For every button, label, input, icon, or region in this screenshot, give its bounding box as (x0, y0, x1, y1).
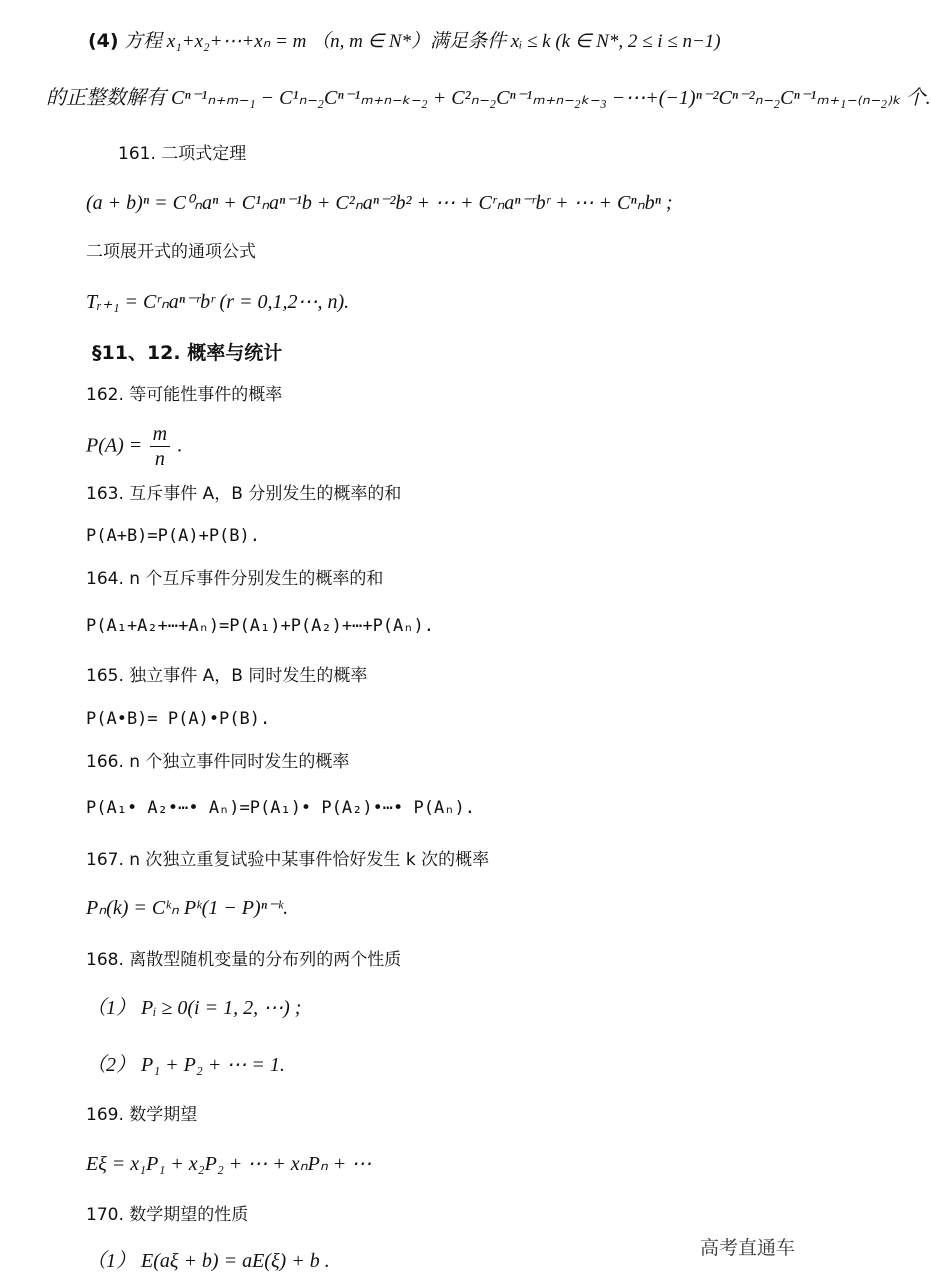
item-4-condition (88, 30, 721, 54)
formula-170-property-1: （1） E(aξ + b) = aE(ξ) + b . (86, 1250, 330, 1272)
formula-161-general-term: Tᵣ₊₁ = Cʳₙaⁿ⁻ʳbʳ (r = 0,1,2⋯, n). (86, 291, 350, 313)
heading-161-general-term: 二项展开式的通项公式 (86, 242, 256, 262)
heading-164: 164. n 个互斥事件分别发生的概率的和 (86, 569, 384, 589)
formula-162-lhs: P(A) = (86, 434, 143, 457)
heading-166: 166. n 个独立事件同时发生的概率 (86, 752, 350, 772)
heading-161: 161. 二项式定理 (118, 144, 247, 164)
item-4-label: (4) (88, 30, 119, 52)
item-4-solutions (46, 86, 931, 110)
section-title: §11、12. 概率与统计 (92, 342, 283, 364)
formula-162-fraction (150, 422, 170, 471)
formula-162-numerator: m (150, 422, 170, 447)
formula-162-end: . (177, 434, 183, 457)
heading-167: 167. n 次独立重复试验中某事件恰好发生 k 次的概率 (86, 850, 490, 870)
formula-161-binomial: (a + b)ⁿ = C⁰ₙaⁿ + C¹ₙaⁿ⁻¹b + C²ₙaⁿ⁻²b² + ⋯ + Cʳₙaⁿ⁻ʳbʳ + ⋯ + Cⁿₙbⁿ ; (86, 192, 673, 214)
formula-163: P(A+B)=P(A)+P(B). (86, 526, 260, 546)
heading-170: 170. 数学期望的性质 (86, 1205, 249, 1225)
formula-168-property-1: （1） Pᵢ ≥ 0(i = 1, 2, ⋯) ; (86, 997, 302, 1019)
formula-165: P(A•B)= P(A)•P(B). (86, 709, 271, 729)
formula-162 (86, 422, 183, 471)
formula-162-denominator: n (154, 448, 165, 470)
heading-162: 162. 等可能性事件的概率 (86, 385, 283, 405)
heading-163: 163. 互斥事件 A，B 分别发生的概率的和 (86, 484, 402, 504)
formula-167: Pₙ(k) = Cᵏₙ Pᵏ(1 − P)ⁿ⁻ᵏ. (86, 897, 289, 919)
formula-166: P(A₁• A₂•⋯• Aₙ)=P(A₁)• P(A₂)•⋯• P(Aₙ). (86, 798, 475, 818)
heading-169: 169. 数学期望 (86, 1105, 198, 1125)
item-4-solution-formula: 的正整数解有 Cⁿ⁻¹ₙ₊ₘ₋₁ − C¹ₙ₋₂Cⁿ⁻¹ₘ₊ₙ₋ₖ₋₂ + C²ₙ₋₂Cⁿ⁻¹ₘ₊ₙ₋₂ₖ₋₃ −⋯+(−1)ⁿ⁻²Cⁿ⁻²ₙ₋₂Cⁿ⁻¹ₘ₊₁₋₍ₙ₋₂₎ₖ 个. (46, 87, 931, 109)
formula-168-property-2: （2） P₁ + P₂ + ⋯ = 1. (86, 1054, 285, 1076)
item-4-text: 方程 x₁+x₂+⋯+xₙ = m （n, m ∈ N*）满足条件 xᵢ ≤ k (k ∈ N*, 2 ≤ i ≤ n−1) (124, 31, 721, 52)
formula-169: Eξ = x₁P₁ + x₂P₂ + ⋯ + xₙPₙ + ⋯ (86, 1153, 372, 1175)
watermark-text: 高考直通车 (699, 1237, 795, 1259)
formula-164: P(A₁+A₂+⋯+Aₙ)=P(A₁)+P(A₂)+⋯+P(Aₙ). (86, 616, 434, 636)
heading-168: 168. 离散型随机变量的分布列的两个性质 (86, 950, 402, 970)
heading-165: 165. 独立事件 A，B 同时发生的概率 (86, 666, 368, 686)
